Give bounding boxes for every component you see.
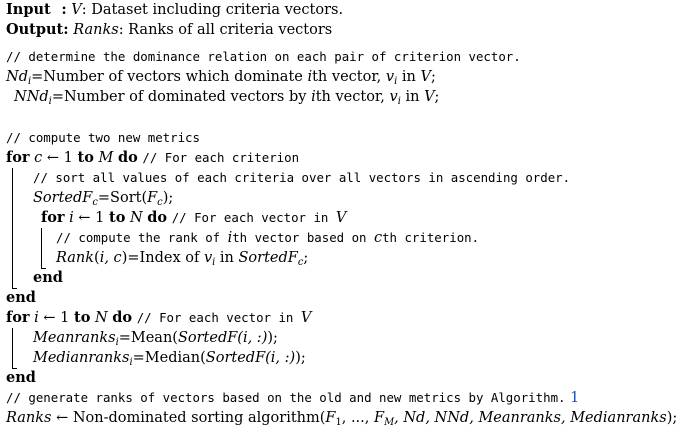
comment-generate-text: // generate ranks of vectors based on the old and new metrics by Algorithm.	[6, 390, 566, 405]
comment-rank-start: // compute the rank of	[56, 230, 228, 245]
for-keyword: for	[6, 309, 30, 326]
mean-argument: SortedF	[177, 330, 238, 346]
to-keyword: to	[77, 149, 94, 166]
output-variable: Ranks	[73, 22, 119, 38]
rank-vector-subscript: i	[212, 256, 216, 268]
comment-compute-rank	[56, 228, 479, 248]
nnd-in: in	[400, 89, 425, 105]
input-description: : Dataset including criteria vectors.	[81, 2, 344, 18]
final-ranks-line	[6, 408, 677, 428]
for-vector-comment-dataset: V	[300, 310, 312, 326]
for-criterion-line	[6, 148, 299, 168]
nd-subscript: i	[27, 75, 32, 87]
loop-range-start: ← 1	[73, 210, 110, 226]
comment-generate-ranks	[6, 388, 579, 408]
arg-first-criterion: F	[325, 410, 336, 426]
nnd-subscript: i	[48, 95, 52, 107]
comment-dominance: // determine the dominance relation on each pair of criterion vector.	[6, 49, 521, 64]
to-keyword: to	[74, 309, 91, 326]
meanranks-end: );	[267, 330, 278, 346]
rank-open: (	[94, 250, 100, 266]
loop-variable: i	[34, 310, 39, 326]
rank-vector: v	[203, 250, 213, 266]
medianranks-end: );	[295, 350, 306, 366]
input-variable: V	[71, 2, 82, 18]
sort-argument: F	[147, 190, 158, 206]
nnd-variable: NNd	[14, 89, 49, 105]
nd-line	[6, 67, 436, 87]
sorted-subscript: c	[92, 196, 98, 208]
rank-in: in	[215, 250, 239, 266]
rank-sorted: SortedF	[238, 250, 298, 266]
loop-range-start: ← 1	[38, 310, 75, 326]
rank-close: )	[121, 250, 128, 266]
nd-in: in	[397, 69, 421, 85]
input-label: Input	[6, 1, 51, 18]
end-inner-loop: end	[33, 269, 63, 286]
nnd-dataset: V	[424, 89, 435, 105]
for-vector-comment-dataset: V	[335, 210, 347, 226]
ranks-variable: Ranks	[6, 410, 52, 426]
nd-definition: =Number of vectors which dominate	[31, 69, 308, 85]
for-vector-comment: // For each vector in	[136, 310, 301, 325]
comment-rank-criterion: c	[373, 230, 383, 246]
comment-rank-index: i	[227, 230, 233, 246]
median-argument-index: (i, :)	[265, 350, 296, 366]
comment-sort: // sort all values of each criteria over all vectors in ascending order.	[33, 170, 571, 185]
for-keyword: for	[41, 209, 65, 226]
nnd-vector: v	[389, 89, 398, 105]
nnd-definition: =Number of dominated vectors by	[51, 89, 312, 105]
nnd-index: i	[311, 89, 316, 105]
nd-variable: Nd	[6, 69, 28, 85]
input-colon: :	[61, 1, 67, 18]
output-label: Output:	[6, 21, 69, 38]
scope-bar-for-criterion	[12, 168, 13, 288]
sorted-end: );	[162, 190, 174, 206]
do-keyword: do	[147, 209, 168, 226]
median-argument: SortedF	[205, 350, 266, 366]
sort-argument-subscript: c	[157, 196, 163, 208]
nnd-line	[14, 87, 439, 107]
for-vector-line	[41, 208, 346, 228]
rank-args: i, c	[99, 250, 122, 266]
for-vector-line-2	[6, 308, 311, 328]
sorting-call: ← Non-dominated sorting algorithm(	[51, 410, 326, 426]
nd-index: i	[307, 69, 313, 85]
arg-last-criterion-subscript: M	[384, 416, 395, 428]
arg-first-criterion-subscript: 1	[335, 416, 342, 428]
mean-function: =Mean(	[118, 330, 178, 346]
loop-variable: i	[69, 210, 74, 226]
sort-function: =Sort(	[97, 190, 148, 206]
for-vector-comment: // For each vector in	[171, 210, 336, 225]
nd-vector-subscript: i	[394, 75, 398, 87]
meanranks-subscript: i	[115, 336, 119, 348]
sorted-line	[33, 188, 173, 208]
for-criterion-comment: // For each criterion	[142, 150, 300, 165]
final-end: );	[666, 410, 678, 426]
loop-range-end: N	[95, 310, 108, 326]
rank-end: ;	[303, 250, 309, 266]
comment-compute-metrics: // compute two new metrics	[6, 130, 200, 145]
nnd-vector-subscript: i	[397, 95, 401, 107]
arg-last-criterion: F	[374, 410, 385, 426]
loop-variable: c	[34, 150, 43, 166]
rank-definition: =Index of	[127, 250, 204, 266]
arg-ellipsis: , ...,	[341, 410, 374, 426]
comment-rank-end: th criterion.	[382, 230, 480, 245]
sorted-variable: SortedF	[33, 190, 93, 206]
loop-range-end: N	[130, 210, 143, 226]
rank-line	[56, 248, 308, 268]
nnd-end: ;	[434, 89, 440, 105]
output-description: : Ranks of all criteria vectors	[118, 22, 333, 38]
loop-range-start: ← 1	[42, 150, 78, 166]
nd-th: th vector,	[312, 69, 386, 85]
for-keyword: for	[6, 149, 30, 166]
scope-bar-for-vector	[41, 228, 42, 268]
loop-range-end: M	[98, 150, 114, 166]
comment-rank-mid: th vector based on	[232, 230, 374, 245]
nd-end: ;	[430, 69, 436, 85]
mean-argument-index: (i, :)	[237, 330, 268, 346]
end-second-loop: end	[6, 369, 36, 386]
rank-variable: Rank	[56, 250, 95, 266]
meanranks-variable: Meanranks	[33, 330, 116, 346]
rank-sorted-subscript: c	[297, 256, 304, 268]
do-keyword: do	[117, 149, 138, 166]
to-keyword: to	[109, 209, 126, 226]
algorithm-reference-link[interactable]: 1	[570, 390, 580, 406]
median-function: =Median(	[132, 350, 206, 366]
medianranks-line	[33, 348, 306, 368]
medianranks-subscript: i	[129, 356, 133, 368]
medianranks-variable: Medianranks	[33, 350, 130, 366]
do-keyword: do	[112, 309, 133, 326]
input-line	[6, 0, 343, 20]
arg-metrics: , Nd, NNd, Meanranks, Medianranks	[394, 410, 667, 426]
scope-bar-for-vector-2	[12, 328, 13, 368]
end-outer-loop: end	[6, 289, 36, 306]
output-line	[6, 20, 332, 40]
nd-dataset: V	[420, 69, 431, 85]
nnd-th: th vector,	[315, 89, 390, 105]
meanranks-line	[33, 328, 278, 348]
nd-vector: v	[385, 69, 395, 85]
